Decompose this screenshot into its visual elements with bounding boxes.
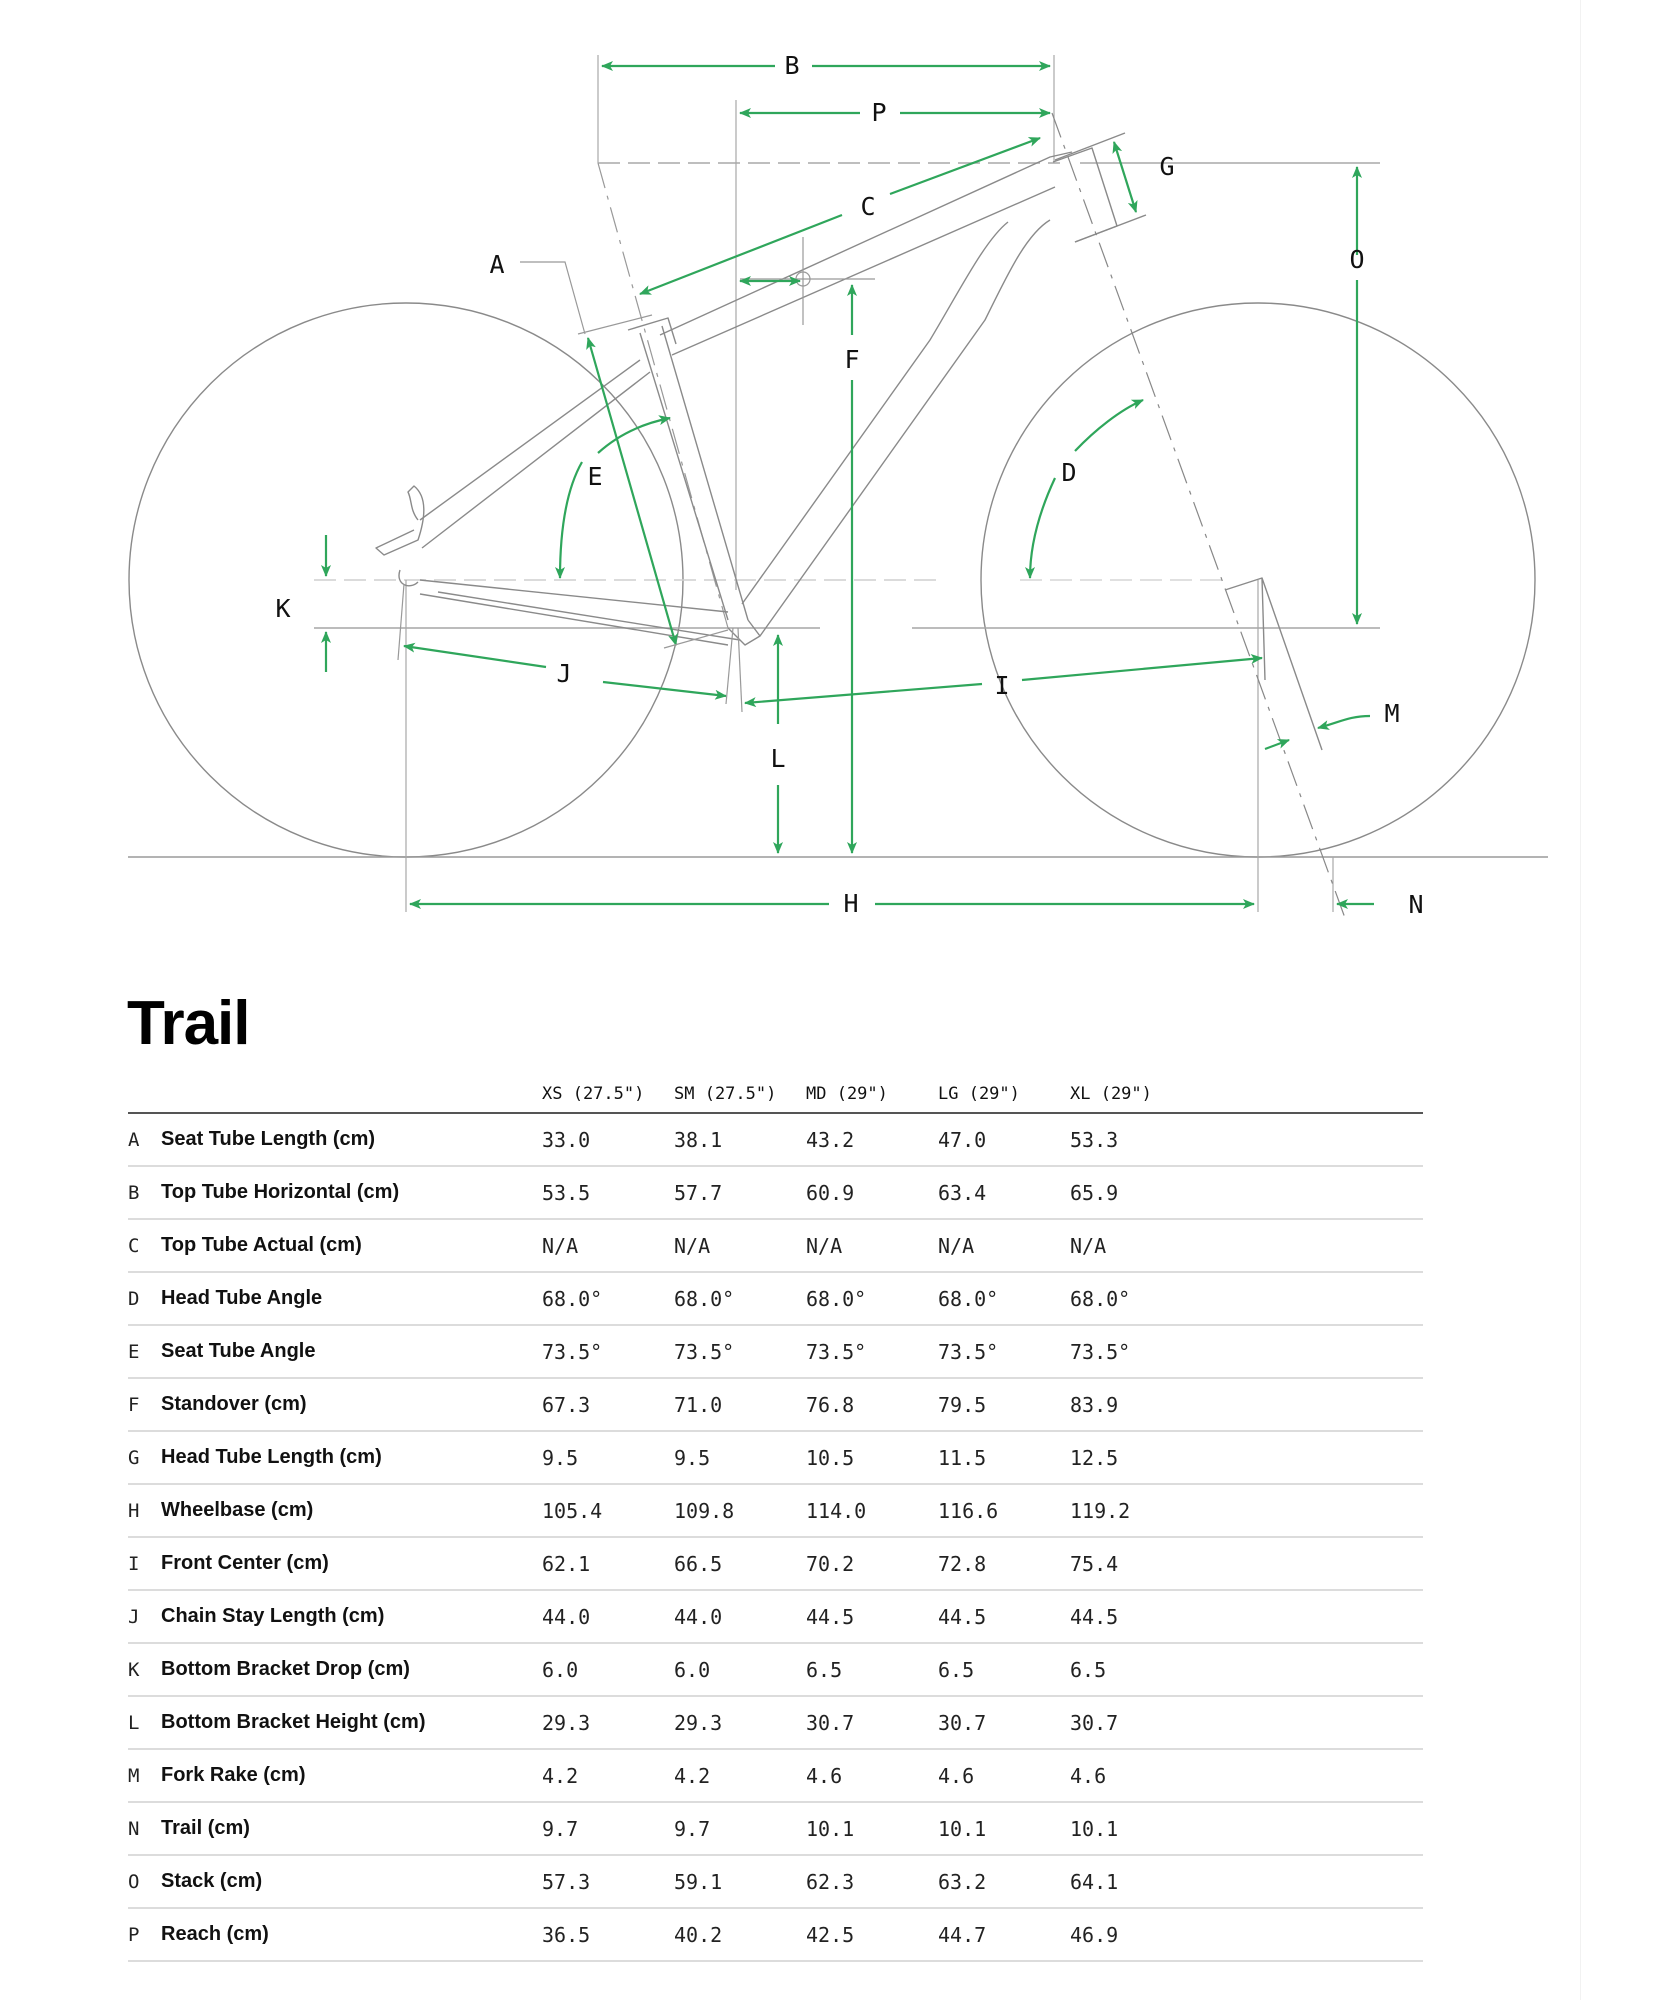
value-md: N/A: [806, 1219, 938, 1272]
value-xl: 10.1: [1070, 1802, 1202, 1855]
value-sm: 57.7: [674, 1166, 806, 1219]
row-code: K: [128, 1643, 161, 1696]
value-sm: 29.3: [674, 1696, 806, 1749]
row-label: Chain Stay Length (cm): [161, 1590, 542, 1643]
value-xs: 67.3: [542, 1378, 674, 1431]
value-lg: 44.7: [938, 1908, 1070, 1961]
row-code: M: [128, 1749, 161, 1802]
row-label: Fork Rake (cm): [161, 1749, 542, 1802]
header-size-md: MD (29"): [806, 1076, 938, 1113]
row-label: Stack (cm): [161, 1855, 542, 1908]
label-m: M: [1384, 699, 1400, 728]
value-xl: 73.5°: [1070, 1325, 1202, 1378]
label-n: N: [1408, 890, 1424, 919]
value-xs: 44.0: [542, 1590, 674, 1643]
head-tube-cap: [1055, 133, 1146, 242]
label-h: H: [843, 889, 859, 918]
row-code: J: [128, 1590, 161, 1643]
value-md: 6.5: [806, 1643, 938, 1696]
value-sm: 59.1: [674, 1855, 806, 1908]
down-tube: [742, 220, 1050, 636]
header-size-lg: LG (29"): [938, 1076, 1070, 1113]
value-sm: 38.1: [674, 1113, 806, 1166]
value-xs: 57.3: [542, 1855, 674, 1908]
value-xs: 53.5: [542, 1166, 674, 1219]
row-label: Wheelbase (cm): [161, 1484, 542, 1537]
value-xl: 46.9: [1070, 1908, 1202, 1961]
label-l: L: [770, 744, 786, 773]
value-md: 60.9: [806, 1166, 938, 1219]
dim-j-right: [603, 682, 726, 696]
row-label: Head Tube Length (cm): [161, 1431, 542, 1484]
row-label: Bottom Bracket Drop (cm): [161, 1643, 542, 1696]
row-label: Reach (cm): [161, 1908, 542, 1961]
header-size-xs: XS (27.5"): [542, 1076, 674, 1113]
value-xl: 75.4: [1070, 1537, 1202, 1590]
row-code: O: [128, 1855, 161, 1908]
dim-g: [1114, 142, 1136, 212]
reference-lines: [128, 55, 1548, 918]
row-label: Seat Tube Angle: [161, 1325, 542, 1378]
value-md: 70.2: [806, 1537, 938, 1590]
value-md: 30.7: [806, 1696, 938, 1749]
seat-stay: [420, 360, 650, 548]
table-row: [128, 1537, 1423, 1590]
value-md: 73.5°: [806, 1325, 938, 1378]
row-fill: [1202, 1802, 1423, 1855]
value-xl: 119.2: [1070, 1484, 1202, 1537]
table-row: [128, 1696, 1423, 1749]
dim-d-lower: [1030, 478, 1055, 578]
table-row: [128, 1908, 1423, 1961]
value-lg: 44.5: [938, 1590, 1070, 1643]
row-label: Head Tube Angle: [161, 1272, 542, 1325]
table-row: [128, 1219, 1423, 1272]
value-md: 44.5: [806, 1590, 938, 1643]
section-title: Trail: [127, 989, 250, 1058]
table-row: [128, 1643, 1423, 1696]
table-row: [128, 1325, 1423, 1378]
row-code: G: [128, 1431, 161, 1484]
value-sm: 71.0: [674, 1378, 806, 1431]
label-g: G: [1159, 152, 1175, 181]
table-row: [128, 1272, 1423, 1325]
value-lg: 47.0: [938, 1113, 1070, 1166]
dim-i-left: [745, 684, 982, 703]
geometry-table-body: [128, 1113, 1423, 1961]
value-lg: 73.5°: [938, 1325, 1070, 1378]
label-f: F: [844, 345, 860, 374]
value-xl: 30.7: [1070, 1696, 1202, 1749]
value-xl: N/A: [1070, 1219, 1202, 1272]
bike-geometry-diagram: [0, 0, 1680, 940]
value-lg: 68.0°: [938, 1272, 1070, 1325]
chain-stay: [420, 580, 740, 645]
row-fill: [1202, 1537, 1423, 1590]
value-sm: 40.2: [674, 1908, 806, 1961]
row-fill: [1202, 1749, 1423, 1802]
label-p: P: [871, 98, 887, 127]
value-sm: 44.0: [674, 1590, 806, 1643]
table-row: [128, 1749, 1423, 1802]
value-lg: 79.5: [938, 1378, 1070, 1431]
row-label: Standover (cm): [161, 1378, 542, 1431]
value-sm: 73.5°: [674, 1325, 806, 1378]
dim-m-small: [1265, 740, 1289, 749]
row-code: A: [128, 1113, 161, 1166]
row-label: Front Center (cm): [161, 1537, 542, 1590]
value-lg: 30.7: [938, 1696, 1070, 1749]
row-fill: [1202, 1113, 1423, 1166]
row-fill: [1202, 1855, 1423, 1908]
value-sm: 66.5: [674, 1537, 806, 1590]
value-xs: 62.1: [542, 1537, 674, 1590]
row-label: Top Tube Actual (cm): [161, 1219, 542, 1272]
value-xl: 65.9: [1070, 1166, 1202, 1219]
value-xl: 6.5: [1070, 1643, 1202, 1696]
label-c: C: [860, 192, 876, 221]
value-lg: 10.1: [938, 1802, 1070, 1855]
dim-c-left: [640, 215, 842, 294]
a-top-tick: [578, 315, 652, 334]
value-xs: 33.0: [542, 1113, 674, 1166]
value-md: 114.0: [806, 1484, 938, 1537]
value-sm: 4.2: [674, 1749, 806, 1802]
value-xs: 73.5°: [542, 1325, 674, 1378]
row-code: L: [128, 1696, 161, 1749]
value-md: 43.2: [806, 1113, 938, 1166]
value-lg: 63.2: [938, 1855, 1070, 1908]
table-row: [128, 1802, 1423, 1855]
dropout: [376, 486, 424, 586]
row-code: N: [128, 1802, 161, 1855]
row-code: E: [128, 1325, 161, 1378]
value-md: 76.8: [806, 1378, 938, 1431]
value-md: 10.5: [806, 1431, 938, 1484]
value-xs: 9.7: [542, 1802, 674, 1855]
row-label: Seat Tube Length (cm): [161, 1113, 542, 1166]
value-sm: 9.7: [674, 1802, 806, 1855]
leader-a: [520, 262, 585, 334]
value-sm: N/A: [674, 1219, 806, 1272]
row-fill: [1202, 1431, 1423, 1484]
row-fill: [1202, 1908, 1423, 1961]
value-xl: 53.3: [1070, 1113, 1202, 1166]
value-lg: 63.4: [938, 1166, 1070, 1219]
label-e: E: [587, 462, 603, 491]
value-xs: 36.5: [542, 1908, 674, 1961]
value-xs: 105.4: [542, 1484, 674, 1537]
dim-m: [1318, 716, 1370, 728]
value-sm: 68.0°: [674, 1272, 806, 1325]
value-xl: 12.5: [1070, 1431, 1202, 1484]
value-md: 4.6: [806, 1749, 938, 1802]
value-md: 42.5: [806, 1908, 938, 1961]
value-lg: 6.5: [938, 1643, 1070, 1696]
header-code: [128, 1076, 161, 1113]
value-xl: 68.0°: [1070, 1272, 1202, 1325]
table-row: [128, 1378, 1423, 1431]
row-code: F: [128, 1378, 161, 1431]
row-label: Top Tube Horizontal (cm): [161, 1166, 542, 1219]
value-xl: 44.5: [1070, 1590, 1202, 1643]
row-fill: [1202, 1643, 1423, 1696]
label-j: J: [556, 659, 572, 688]
row-fill: [1202, 1325, 1423, 1378]
value-lg: 11.5: [938, 1431, 1070, 1484]
header-label: [161, 1076, 542, 1113]
label-o: O: [1349, 245, 1365, 274]
row-code: P: [128, 1908, 161, 1961]
label-i: I: [994, 671, 1010, 700]
table-row: [128, 1166, 1423, 1219]
row-fill: [1202, 1272, 1423, 1325]
value-xs: 9.5: [542, 1431, 674, 1484]
value-lg: 4.6: [938, 1749, 1070, 1802]
table-row: [128, 1484, 1423, 1537]
table-header-row: [128, 1076, 1423, 1113]
value-md: 68.0°: [806, 1272, 938, 1325]
value-lg: N/A: [938, 1219, 1070, 1272]
top-tube: [660, 152, 1072, 355]
label-a: A: [489, 250, 505, 279]
dimension-arrows: [326, 66, 1374, 904]
header-size-sm: SM (27.5"): [674, 1076, 806, 1113]
row-fill: [1202, 1696, 1423, 1749]
row-code: H: [128, 1484, 161, 1537]
value-sm: 9.5: [674, 1431, 806, 1484]
value-xs: 4.2: [542, 1749, 674, 1802]
j-right-tick: [726, 628, 733, 704]
value-xl: 4.6: [1070, 1749, 1202, 1802]
row-fill: [1202, 1219, 1423, 1272]
fork-tip: [1225, 578, 1322, 750]
row-code: B: [128, 1166, 161, 1219]
label-k: K: [275, 594, 291, 623]
row-label: Bottom Bracket Height (cm): [161, 1696, 542, 1749]
dim-d-upper: [1075, 400, 1143, 451]
dim-i-right: [1022, 658, 1262, 680]
label-b: B: [784, 51, 800, 80]
dimension-labels: [275, 51, 1423, 919]
row-code: D: [128, 1272, 161, 1325]
bike-frame: [376, 133, 1322, 750]
header-fill: [1202, 1076, 1423, 1113]
table-row: [128, 1855, 1423, 1908]
value-xs: 6.0: [542, 1643, 674, 1696]
dim-e-lower: [560, 462, 582, 578]
row-label: Trail (cm): [161, 1802, 542, 1855]
value-md: 62.3: [806, 1855, 938, 1908]
value-xl: 64.1: [1070, 1855, 1202, 1908]
row-fill: [1202, 1166, 1423, 1219]
table-row: [128, 1431, 1423, 1484]
row-fill: [1202, 1590, 1423, 1643]
value-md: 10.1: [806, 1802, 938, 1855]
table-row: [128, 1590, 1423, 1643]
value-xs: N/A: [542, 1219, 674, 1272]
row-code: C: [128, 1219, 161, 1272]
dim-j-left: [404, 646, 546, 667]
row-fill: [1202, 1378, 1423, 1431]
value-xs: 68.0°: [542, 1272, 674, 1325]
header-size-xl: XL (29"): [1070, 1076, 1202, 1113]
value-lg: 72.8: [938, 1537, 1070, 1590]
table-row: [128, 1113, 1423, 1166]
row-fill: [1202, 1484, 1423, 1537]
dim-c-right: [890, 138, 1040, 194]
head-tube: [1053, 148, 1117, 242]
value-lg: 116.6: [938, 1484, 1070, 1537]
j-left-tick: [398, 584, 404, 660]
value-sm: 109.8: [674, 1484, 806, 1537]
geometry-table: [128, 1076, 1423, 1962]
label-d: D: [1061, 458, 1077, 487]
value-xs: 29.3: [542, 1696, 674, 1749]
row-code: I: [128, 1537, 161, 1590]
value-xl: 83.9: [1070, 1378, 1202, 1431]
value-sm: 6.0: [674, 1643, 806, 1696]
